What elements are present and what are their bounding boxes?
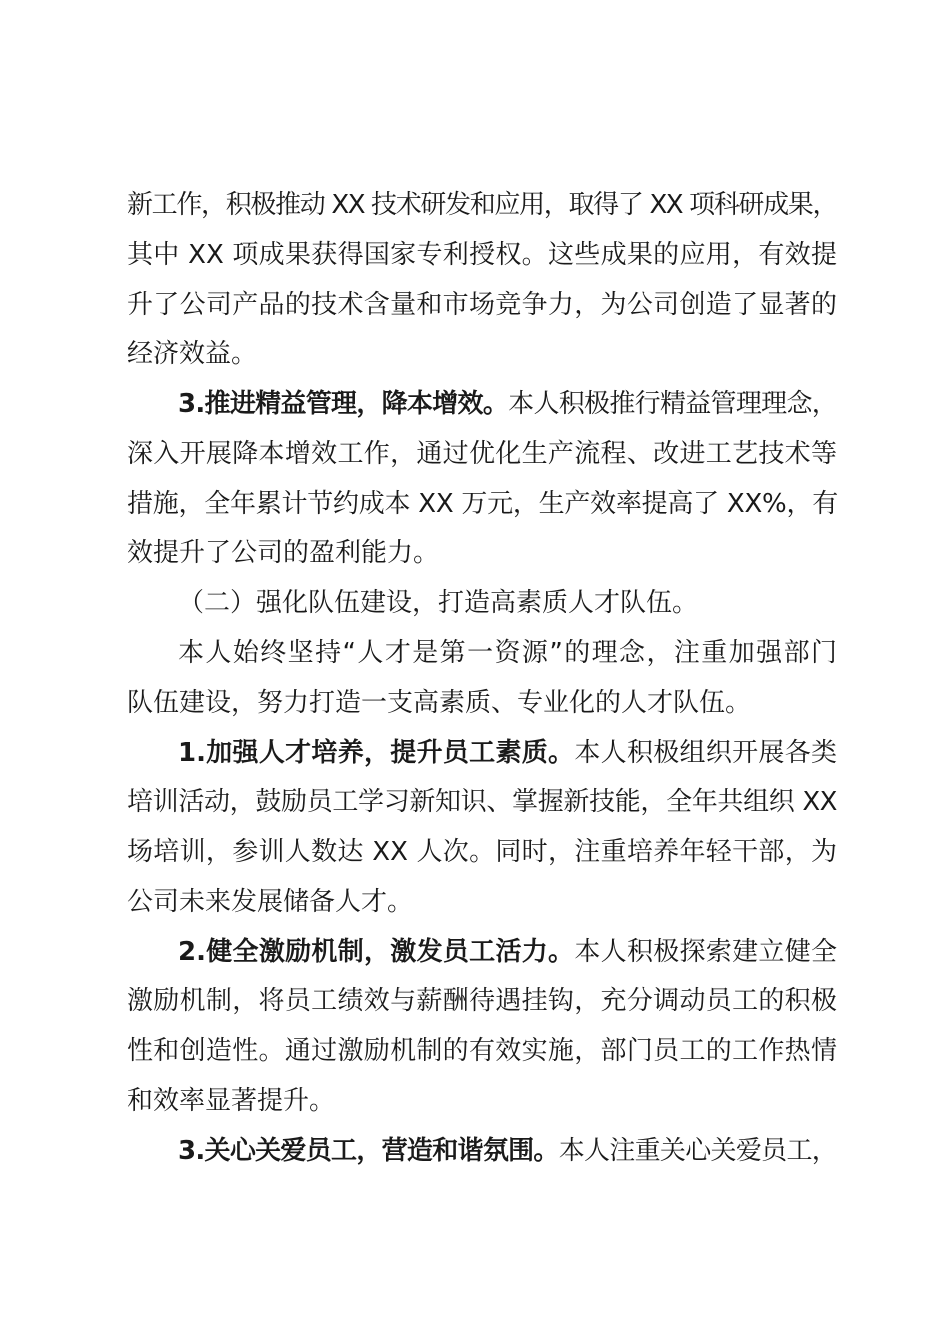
body-line: 本人始终坚持“人才是第一资源”的理念，注重加强部门 [178,638,837,668]
body-line: 升了公司产品的技术含量和市场竞争力，为公司创造了显著的 [127,290,837,320]
section-heading: 1.加强人才培养，提升员工素质。 [178,738,575,768]
body-text: 本人注重关心关爱员工， [558,1136,837,1166]
body-text: 本人积极推行精益管理理念， [508,389,837,419]
body-text: 本人积极组织开展各类 [574,738,837,768]
body-line: 措施，全年累计节约成本 XX 万元，生产效率提高了 XX%，有 [127,489,838,519]
paragraph-first-line [178,932,837,972]
section-heading: 3.关心关爱员工，营造和谐氛围。 [178,1136,559,1166]
body-line: 其中 XX 项成果获得国家专利授权。这些成果的应用，有效提 [127,240,837,270]
paragraph-first-line [178,1131,837,1171]
body-text: 本人积极探索建立健全 [574,937,837,967]
body-line: 经济效益。 [127,339,258,369]
body-line: 深入开展降本增效工作，通过优化生产流程、改进工艺技术等 [127,439,837,469]
paragraph-first-line [178,384,837,424]
body-line: 效提升了公司的盈利能力。 [127,538,440,568]
body-line: 激励机制，将员工绩效与薪酬待遇挂钩，充分调动员工的积极 [127,986,837,1016]
body-line: 新工作，积极推动 XX 技术研发和应用，取得了 XX 项科研成果， [127,190,837,220]
body-line: 公司未来发展储备人才。 [127,887,414,917]
body-line: 培训活动，鼓励员工学习新知识、掌握新技能，全年共组织 XX [127,787,837,817]
body-line: 和效率显著提升。 [127,1086,336,1116]
subsection-title: （二）强化队伍建设，打造高素质人才队伍。 [178,588,699,618]
body-line: 性和创造性。通过激励机制的有效实施，部门员工的工作热情 [127,1036,837,1066]
section-heading: 3.推进精益管理，降本增效。 [178,389,509,419]
section-heading: 2.健全激励机制，激发员工活力。 [178,937,575,967]
body-line: 队伍建设，努力打造一支高素质、专业化的人才队伍。 [127,688,752,718]
paragraph-first-line [178,733,837,773]
body-line: 场培训，参训人数达 XX 人次。同时，注重培养年轻干部，为 [127,837,837,867]
